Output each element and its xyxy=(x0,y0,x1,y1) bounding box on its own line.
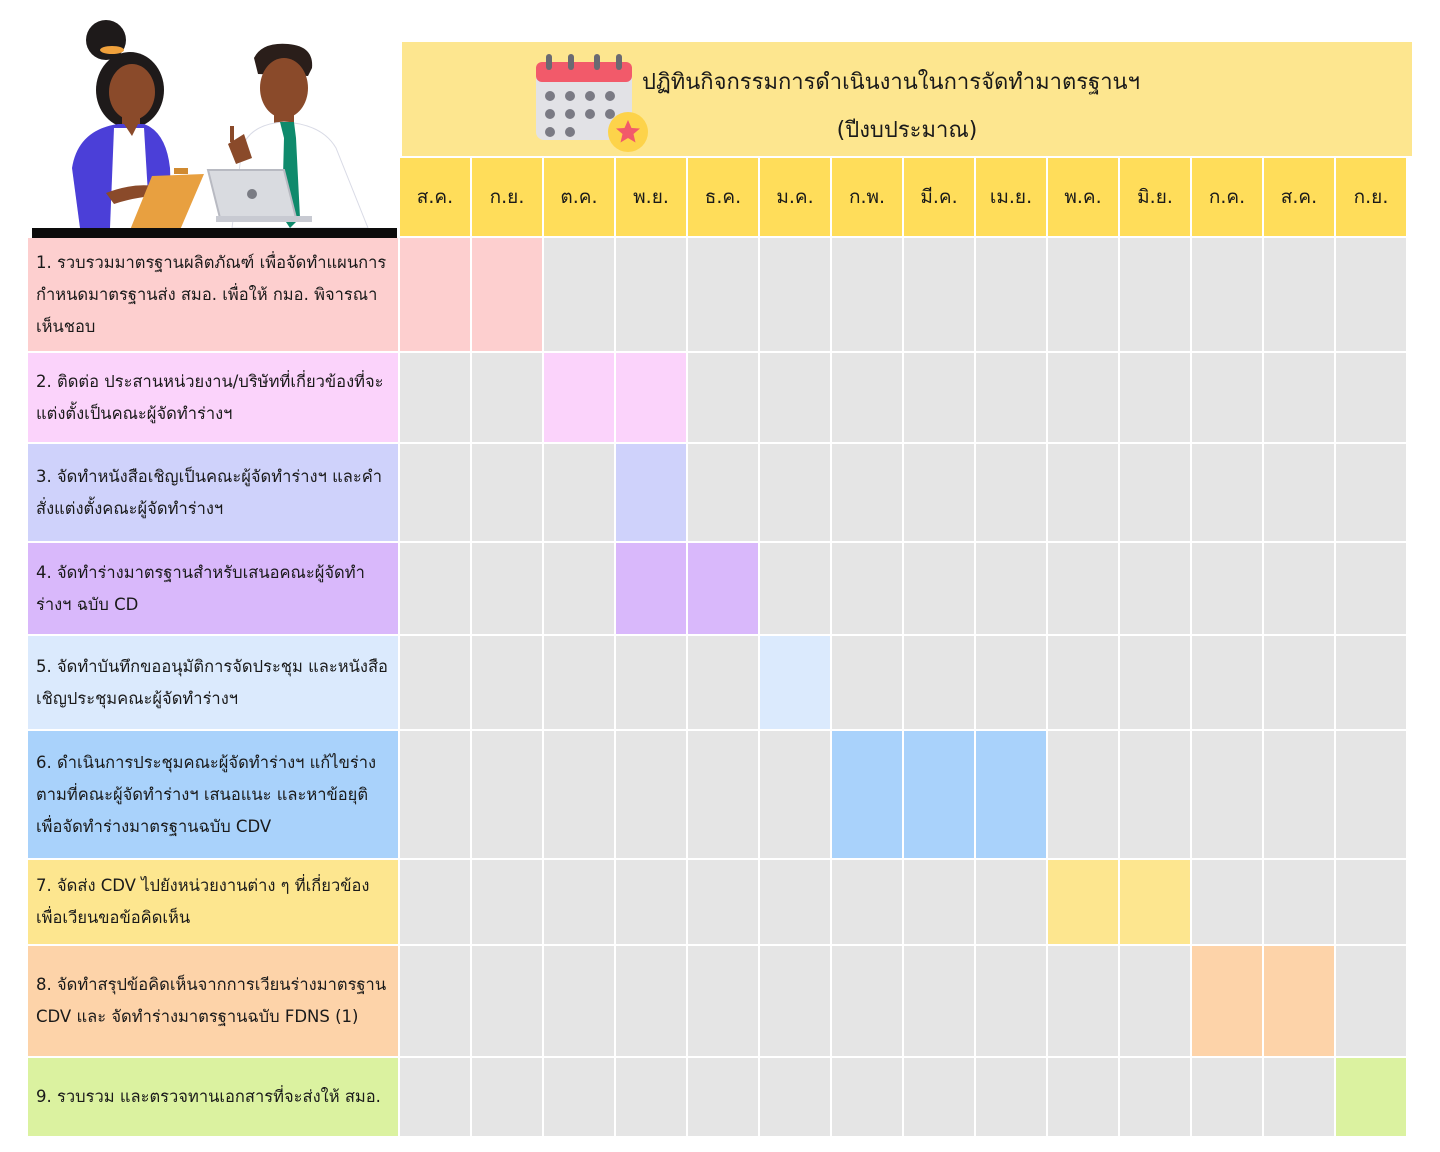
gantt-cell xyxy=(1048,353,1118,442)
gantt-cell xyxy=(1048,238,1118,351)
gantt-cell-active xyxy=(1264,946,1334,1056)
gantt-cell xyxy=(472,636,542,729)
gantt-cell xyxy=(1264,543,1334,634)
task-label: 6. ดำเนินการประชุมคณะผู้จัดทำร่างฯ แก้ไขร่างตามที่คณะผู้จัดทำร่างฯ เสนอแนะ และหาข้อยุติเพื่อจัดทำร่างมาตรฐานฉบับ CDV xyxy=(28,731,398,858)
gantt-cell xyxy=(1192,353,1262,442)
gantt-cell xyxy=(1264,731,1334,858)
gantt-cell xyxy=(1048,731,1118,858)
gantt-cell xyxy=(976,238,1046,351)
gantt-cell xyxy=(472,860,542,944)
gantt-cell xyxy=(400,444,470,541)
gantt-cell xyxy=(904,860,974,944)
month-header: พ.ย. xyxy=(616,158,686,236)
page-subtitle: (ปีงบประมาณ) xyxy=(836,118,978,143)
gantt-cell xyxy=(1192,1058,1262,1136)
task-label: 7. จัดส่ง CDV ไปยังหน่วยงานต่าง ๆ ที่เกี่ยวข้องเพื่อเวียนขอข้อคิดเห็น xyxy=(28,860,398,944)
month-header: ต.ค. xyxy=(544,158,614,236)
gantt-cell xyxy=(1264,636,1334,729)
gantt-cell xyxy=(1048,444,1118,541)
month-header: มิ.ย. xyxy=(1120,158,1190,236)
page-title: ปฏิทินกิจกรรมการดำเนินงานในการจัดทำมาตรฐานฯ xyxy=(642,70,1140,95)
gantt-cell xyxy=(472,1058,542,1136)
gantt-cell-active xyxy=(1336,1058,1406,1136)
gantt-cell-active xyxy=(616,353,686,442)
gantt-cell xyxy=(1264,238,1334,351)
gantt-cell xyxy=(1120,731,1190,858)
gantt-cell xyxy=(904,636,974,729)
gantt-cell xyxy=(1048,543,1118,634)
gantt-cell xyxy=(1264,353,1334,442)
gantt-cell xyxy=(688,946,758,1056)
gantt-cell-active xyxy=(904,731,974,858)
gantt-cell xyxy=(976,860,1046,944)
gantt-cell xyxy=(1120,238,1190,351)
gantt-cell-active xyxy=(544,353,614,442)
month-header: มี.ค. xyxy=(904,158,974,236)
gantt-cell xyxy=(544,860,614,944)
gantt-cell xyxy=(400,946,470,1056)
gantt-cell xyxy=(1336,444,1406,541)
gantt-cell xyxy=(400,731,470,858)
gantt-cell xyxy=(616,238,686,351)
gantt-cell xyxy=(472,946,542,1056)
gantt-cell xyxy=(1192,731,1262,858)
task-label: 1. รวบรวมมาตรฐานผลิตภัณฑ์ เพื่อจัดทำแผนการกำหนดมาตรฐานส่ง สมอ. เพื่อให้ กมอ. พิจารณาเห็นชอบ xyxy=(28,238,398,351)
gantt-cell xyxy=(1336,731,1406,858)
gantt-cell xyxy=(760,1058,830,1136)
gantt-cell xyxy=(688,444,758,541)
task-label: 3. จัดทำหนังสือเชิญเป็นคณะผู้จัดทำร่างฯ และคำสั่งแต่งตั้งคณะผู้จัดทำร่างฯ xyxy=(28,444,398,541)
task-label: 2. ติดต่อ ประสานหน่วยงาน/บริษัทที่เกี่ยวข้องที่จะแต่งตั้งเป็นคณะผู้จัดทำร่างฯ xyxy=(28,353,398,442)
gantt-cell xyxy=(832,946,902,1056)
month-header: ก.พ. xyxy=(832,158,902,236)
gantt-cell xyxy=(832,543,902,634)
gantt-cell xyxy=(472,731,542,858)
gantt-cell xyxy=(904,444,974,541)
gantt-cell xyxy=(472,543,542,634)
month-header: เม.ย. xyxy=(976,158,1046,236)
gantt-cell xyxy=(760,543,830,634)
gantt-cell xyxy=(832,636,902,729)
gantt-cell xyxy=(904,946,974,1056)
gantt-cell-active xyxy=(832,731,902,858)
gantt-cell xyxy=(1120,543,1190,634)
gantt-cell xyxy=(760,353,830,442)
gantt-cell xyxy=(616,860,686,944)
gantt-cell xyxy=(760,860,830,944)
gantt-cell xyxy=(1192,543,1262,634)
gantt-cell xyxy=(688,636,758,729)
gantt-cell xyxy=(1336,543,1406,634)
month-header: ธ.ค. xyxy=(688,158,758,236)
month-header: ก.ย. xyxy=(1336,158,1406,236)
gantt-cell-active xyxy=(1048,860,1118,944)
gantt-cell-active xyxy=(616,543,686,634)
gantt-cell xyxy=(1336,238,1406,351)
gantt-cell xyxy=(400,860,470,944)
gantt-cell xyxy=(688,353,758,442)
table-corner xyxy=(28,158,398,236)
gantt-cell xyxy=(544,543,614,634)
gantt-cell xyxy=(1264,444,1334,541)
gantt-cell xyxy=(616,1058,686,1136)
gantt-cell-active xyxy=(616,444,686,541)
gantt-cell xyxy=(1048,946,1118,1056)
gantt-cell xyxy=(1120,444,1190,541)
gantt-cell xyxy=(904,238,974,351)
gantt-cell xyxy=(688,860,758,944)
gantt-cell xyxy=(904,1058,974,1136)
gantt-cell xyxy=(832,1058,902,1136)
gantt-cell xyxy=(760,238,830,351)
gantt-cell xyxy=(976,353,1046,442)
gantt-cell xyxy=(544,731,614,858)
gantt-cell xyxy=(976,1058,1046,1136)
gantt-cell xyxy=(1336,946,1406,1056)
title-banner xyxy=(402,42,1412,156)
gantt-cell xyxy=(472,444,542,541)
gantt-cell xyxy=(976,444,1046,541)
task-label: 9. รวบรวม และตรวจทานเอกสารที่จะส่งให้ สมอ. xyxy=(28,1058,398,1136)
gantt-cell xyxy=(544,1058,614,1136)
gantt-cell xyxy=(976,543,1046,634)
gantt-cell xyxy=(1192,444,1262,541)
gantt-cell xyxy=(400,636,470,729)
gantt-cell-active xyxy=(688,543,758,634)
gantt-cell xyxy=(616,636,686,729)
gantt-cell xyxy=(976,636,1046,729)
gantt-cell xyxy=(976,946,1046,1056)
task-label: 4. จัดทำร่างมาตรฐานสำหรับเสนอคณะผู้จัดทำร่างฯ ฉบับ CD xyxy=(28,543,398,634)
gantt-cell xyxy=(1120,353,1190,442)
gantt-cell-active xyxy=(1192,946,1262,1056)
gantt-cell xyxy=(832,353,902,442)
gantt-cell xyxy=(688,731,758,858)
gantt-cell xyxy=(1192,860,1262,944)
gantt-cell xyxy=(760,731,830,858)
gantt-cell xyxy=(400,353,470,442)
gantt-cell xyxy=(760,444,830,541)
month-header: ส.ค. xyxy=(400,158,470,236)
gantt-cell xyxy=(1336,353,1406,442)
gantt-cell xyxy=(1120,636,1190,729)
gantt-cell xyxy=(1048,636,1118,729)
gantt-cell-active xyxy=(472,238,542,351)
gantt-cell xyxy=(832,860,902,944)
gantt-cell xyxy=(1120,1058,1190,1136)
gantt-cell xyxy=(1192,238,1262,351)
gantt-cell xyxy=(1264,860,1334,944)
gantt-cell-active xyxy=(976,731,1046,858)
gantt-cell xyxy=(616,731,686,858)
gantt-cell xyxy=(1120,946,1190,1056)
gantt-cell xyxy=(904,353,974,442)
gantt-cell xyxy=(1336,860,1406,944)
task-label: 5. จัดทำบันทึกขออนุมัติการจัดประชุม และหนังสือเชิญประชุมคณะผู้จัดทำร่างฯ xyxy=(28,636,398,729)
month-header: ก.ย. xyxy=(472,158,542,236)
gantt-cell xyxy=(688,238,758,351)
gantt-cell-active xyxy=(1120,860,1190,944)
gantt-cell xyxy=(544,636,614,729)
gantt-cell xyxy=(400,1058,470,1136)
gantt-cell xyxy=(544,238,614,351)
gantt-cell-active xyxy=(400,238,470,351)
gantt-cell xyxy=(904,543,974,634)
gantt-cell xyxy=(688,1058,758,1136)
gantt-cell xyxy=(1048,1058,1118,1136)
task-label: 8. จัดทำสรุปข้อคิดเห็นจากการเวียนร่างมาตรฐาน CDV และ จัดทำร่างมาตรฐานฉบับ FDNS (1) xyxy=(28,946,398,1056)
gantt-cell xyxy=(1192,636,1262,729)
gantt-cell xyxy=(472,353,542,442)
gantt-cell xyxy=(616,946,686,1056)
gantt-cell xyxy=(544,444,614,541)
gantt-cell xyxy=(1336,636,1406,729)
month-header: ส.ค. xyxy=(1264,158,1334,236)
gantt-cell xyxy=(544,946,614,1056)
month-header: พ.ค. xyxy=(1048,158,1118,236)
gantt-cell xyxy=(760,946,830,1056)
month-header: ม.ค. xyxy=(760,158,830,236)
activity-gantt-table xyxy=(28,158,1406,1136)
gantt-cell-active xyxy=(760,636,830,729)
gantt-cell xyxy=(400,543,470,634)
month-header: ก.ค. xyxy=(1192,158,1262,236)
gantt-cell xyxy=(832,444,902,541)
gantt-cell xyxy=(832,238,902,351)
gantt-cell xyxy=(1264,1058,1334,1136)
